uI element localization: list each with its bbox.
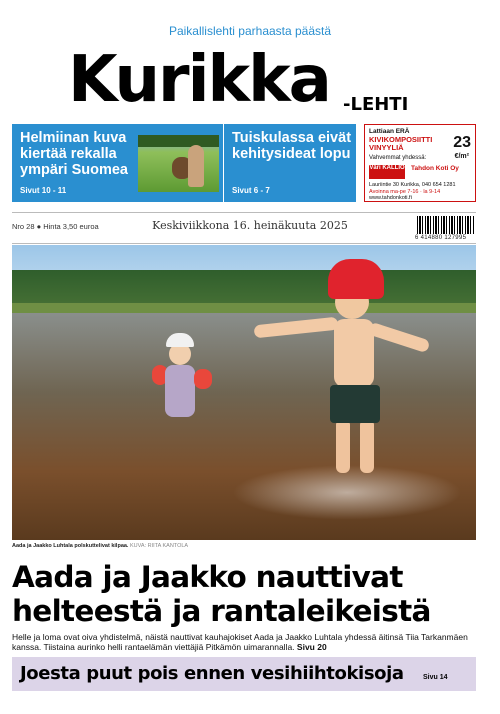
lead-paragraph — [12, 632, 478, 652]
ad-website: www.tahdonkoti.fi — [369, 195, 412, 201]
main-photo — [12, 245, 476, 540]
photo-girl — [152, 333, 212, 428]
lead-text: Helle ja loma ovat oiva yhdistelmä, näistä nauttivat kauhajokiset Aada ja Jaakko Luhtala yhdessä äitinsä Tiia Tarkanmäen kanssa. Tiistaina aurinko helli rantaelämän viettäjiä Pitkämön uimarannalla. — [12, 632, 468, 652]
teaser-page: Sivut 10 - 11 — [20, 186, 67, 195]
divider — [12, 243, 476, 244]
lead-page-ref: Sivu 20 — [296, 642, 327, 652]
issue-info: Nro 28 ● Hinta 3,50 euroa — [12, 222, 99, 231]
advertisement[interactable] — [364, 124, 476, 202]
photo-credit: KUVA: RIITA KANTOLA — [130, 543, 189, 549]
teaser-tuiskula[interactable] — [224, 124, 356, 202]
ad-price: 23 — [453, 134, 471, 151]
ad-line1: Lattiaan ERÄ — [369, 128, 410, 135]
issue-date: Keskiviikkona 16. heinäkuuta 2025 — [152, 219, 348, 232]
ad-address: Lauriintie 30 Kurikka, 040 654 1281 — [369, 182, 456, 188]
main-headline[interactable]: Aada ja Jaakko nauttivat helteestä ja rantaleikeistä — [12, 560, 431, 628]
teaser-title: Tuiskulassa eivät kehitysideat lopu — [232, 130, 352, 162]
ad-hours: Avoinna ma-pe 7-16 · la 9-14 — [369, 189, 441, 195]
bottom-teaser[interactable] — [12, 657, 476, 691]
masthead-title: Kurikka — [68, 43, 330, 117]
teaser-page: Sivut 6 - 7 — [232, 186, 270, 195]
teaser-title: Helmiinan kuva kiertää rekalla ympäri Suomea — [20, 130, 128, 178]
divider — [12, 212, 476, 213]
caption-text: Aada ja Jaakko Luhtala polskuttelivat kilpaa. — [12, 543, 129, 549]
tahdonkoti-logo: Tahdon Koti Oy — [411, 165, 459, 172]
varikallio-logo: Väri KALLIO — [369, 165, 405, 179]
photo-caption — [12, 543, 188, 549]
teaser-photo-girl-dog — [138, 135, 219, 192]
bottom-teaser-title: Joesta puut pois ennen vesihiihtokisoja — [20, 663, 404, 684]
tagline: Paikallislehti parhaasta päästä — [168, 24, 332, 38]
ad-unit: €/m² — [454, 153, 469, 160]
masthead-suffix: -LEHTI — [343, 94, 409, 115]
barcode-number: 6 414880 127995 — [415, 235, 467, 241]
bottom-teaser-page: Sivu 14 — [423, 674, 448, 681]
ad-product: KIVIKOMPOSIITTI VINYYLIÄ — [369, 135, 433, 152]
barcode-icon — [417, 216, 475, 234]
photo-boy — [278, 259, 388, 489]
ad-tagline: Vahvemmat yhdessä: — [369, 155, 427, 161]
